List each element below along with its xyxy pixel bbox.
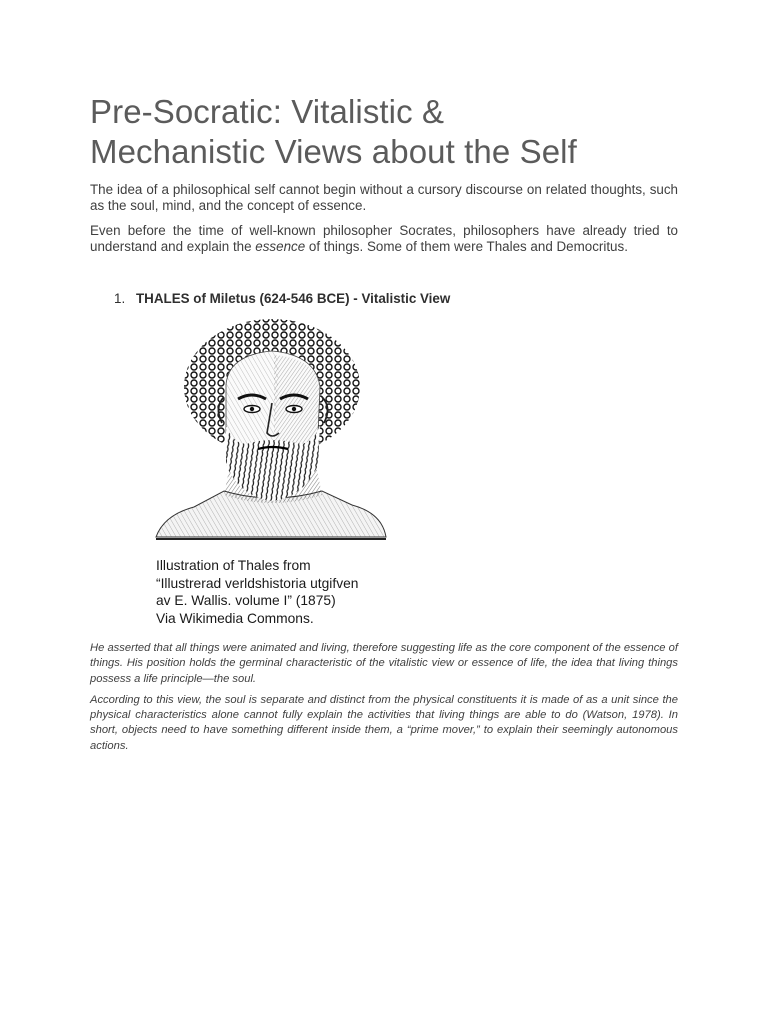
figure-caption — [154, 557, 389, 627]
document-page — [90, 92, 678, 754]
body-paragraph-1: He asserted that all things were animated and living, therefore suggesting life as the core component of the essence of things. His position holds the germinal characteristic of the vitalistic view or essence of life, the idea that living things possess a life principle—the soul. — [90, 642, 678, 685]
intro-paragraph-1: The idea of a philosophical self cannot begin without a cursory discourse on related thoughts, such as the soul, mind, and the concept of essence. — [90, 182, 678, 213]
philosopher-list — [90, 291, 678, 307]
intro-paragraph-2 — [90, 223, 678, 255]
list-item-heading: THALES of Miletus (624-546 BCE) - Vitalistic View — [136, 291, 451, 306]
list-item — [90, 291, 678, 307]
list-item-number: 1. — [114, 291, 126, 306]
intro-paragraph-2-start: Even before the time of well-known philosopher Socrates, philosophers have already tried to understand and explain the — [90, 223, 678, 254]
title-line-2: Mechanistic Views about the Self — [90, 133, 577, 170]
caption-line: Illustration of Thales from — [156, 558, 311, 573]
caption-line: Via Wikimedia Commons. — [156, 610, 314, 626]
thales-bust-illustration — [154, 315, 389, 543]
caption-line: av E. Wallis. volume I” (1875) — [156, 593, 336, 608]
body-paragraph-2: According to this view, the soul is separate and distinct from the physical constituents it is made of as a unit since the physical characteristics alone cannot fully explain the activities that living things are able to do (Watson, 1978). In short, objects need to have something different inside them, a “prime mover,” to explain their seemingly autonomous actions. — [90, 693, 678, 752]
title-line-1: Pre-Socratic: Vitalistic & — [90, 93, 445, 130]
intro-paragraph-2-emphasis: essence — [255, 239, 306, 254]
thales-figure — [154, 315, 389, 627]
intro-paragraph-2-end: of things. Some of them were Thales and Democritus. — [305, 239, 628, 254]
page-title — [90, 92, 678, 172]
caption-line: “Illustrerad verldshistoria utgifven — [156, 575, 359, 591]
